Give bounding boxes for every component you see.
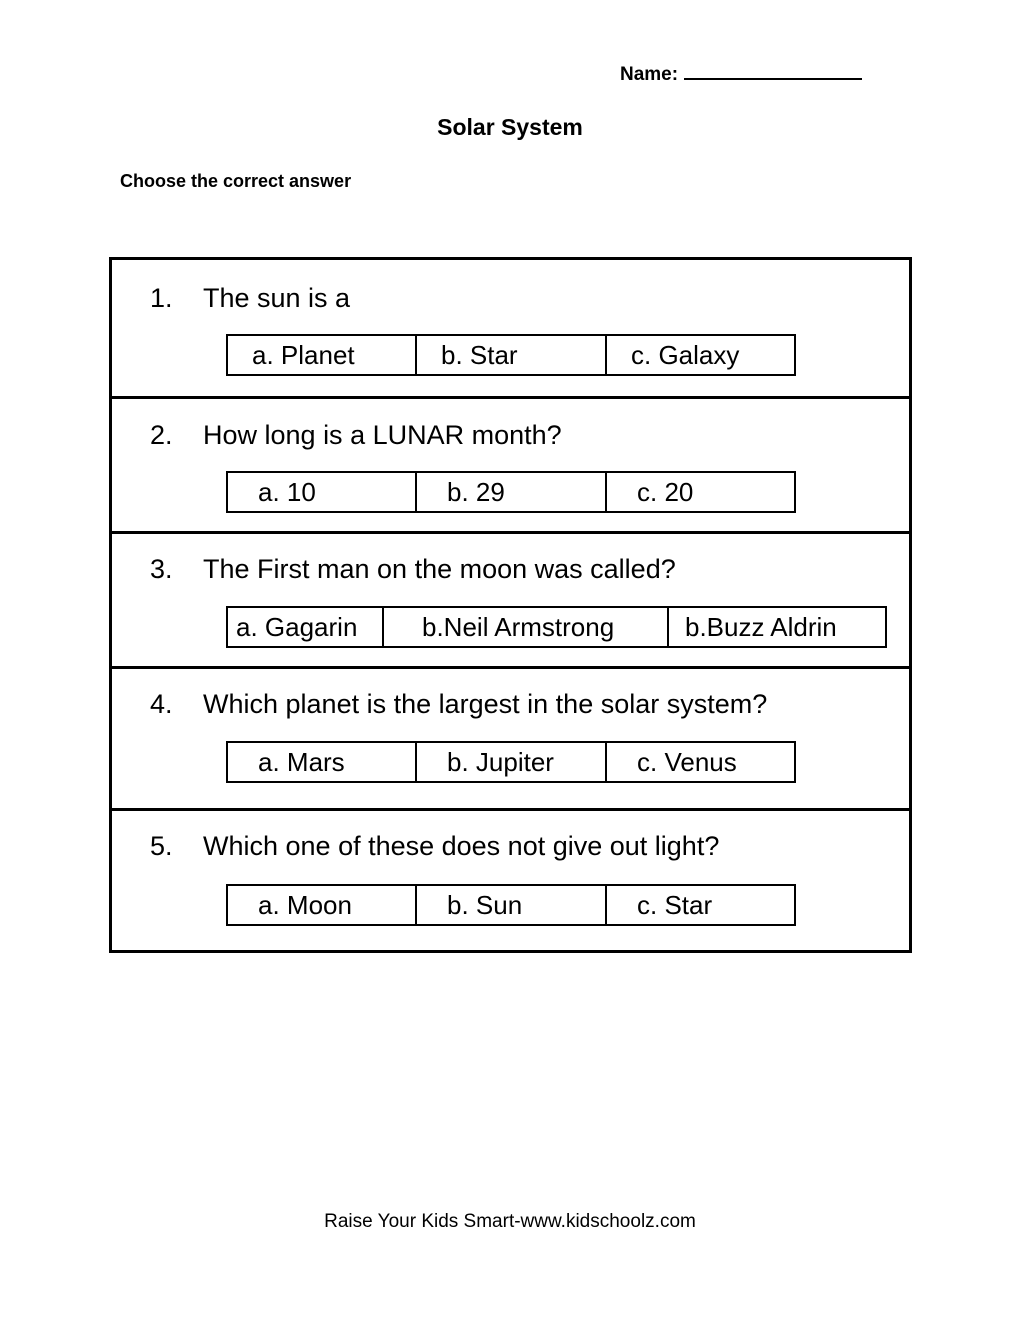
page-title: Solar System — [437, 114, 583, 140]
questions-box — [109, 257, 912, 953]
option-a[interactable]: a. 10 — [228, 473, 417, 511]
question-number: 2. — [150, 420, 173, 450]
options-table — [226, 884, 796, 926]
name-blank-line[interactable] — [684, 62, 862, 80]
option-b[interactable]: b.Neil Armstrong — [384, 608, 669, 646]
question-number: 5. — [150, 831, 173, 861]
question-text: Which one of these does not give out light? — [203, 831, 720, 861]
question-row — [112, 396, 909, 531]
option-b[interactable]: b. Star — [417, 336, 607, 374]
options-table — [226, 606, 887, 648]
question-number: 1. — [150, 283, 173, 313]
question-row — [112, 666, 909, 808]
option-c[interactable]: c. 20 — [637, 477, 694, 507]
options-table — [226, 471, 796, 513]
question-text: How long is a LUNAR month? — [203, 420, 562, 450]
options-table — [226, 741, 796, 783]
question-text: The First man on the moon was called? — [203, 554, 676, 584]
option-a[interactable]: a. Moon — [228, 886, 417, 924]
option-a[interactable]: a. Mars — [228, 743, 417, 781]
option-a[interactable]: a. Gagarin — [228, 608, 384, 646]
option-b[interactable]: b. Jupiter — [417, 743, 607, 781]
question-row — [112, 808, 909, 950]
question-row — [112, 260, 909, 396]
name-label: Name: — [620, 64, 679, 85]
option-c[interactable]: c. Galaxy — [631, 340, 740, 370]
footer-text: Raise Your Kids Smart-www.kidschoolz.com — [324, 1211, 696, 1232]
option-c[interactable]: c. Venus — [637, 747, 737, 777]
instruction: Choose the correct answer — [120, 171, 352, 191]
option-a[interactable]: a. Planet — [228, 336, 417, 374]
question-number: 3. — [150, 554, 173, 584]
option-b[interactable]: b. 29 — [417, 473, 607, 511]
question-row — [112, 531, 909, 666]
option-b[interactable]: b. Sun — [417, 886, 607, 924]
options-table — [226, 334, 796, 376]
question-text: Which planet is the largest in the solar system? — [203, 689, 768, 719]
question-text: The sun is a — [203, 283, 351, 313]
question-number: 4. — [150, 689, 173, 719]
name-field[interactable] — [620, 62, 862, 86]
option-c[interactable]: c. Star — [637, 890, 713, 920]
option-c[interactable]: b.Buzz Aldrin — [685, 612, 837, 642]
